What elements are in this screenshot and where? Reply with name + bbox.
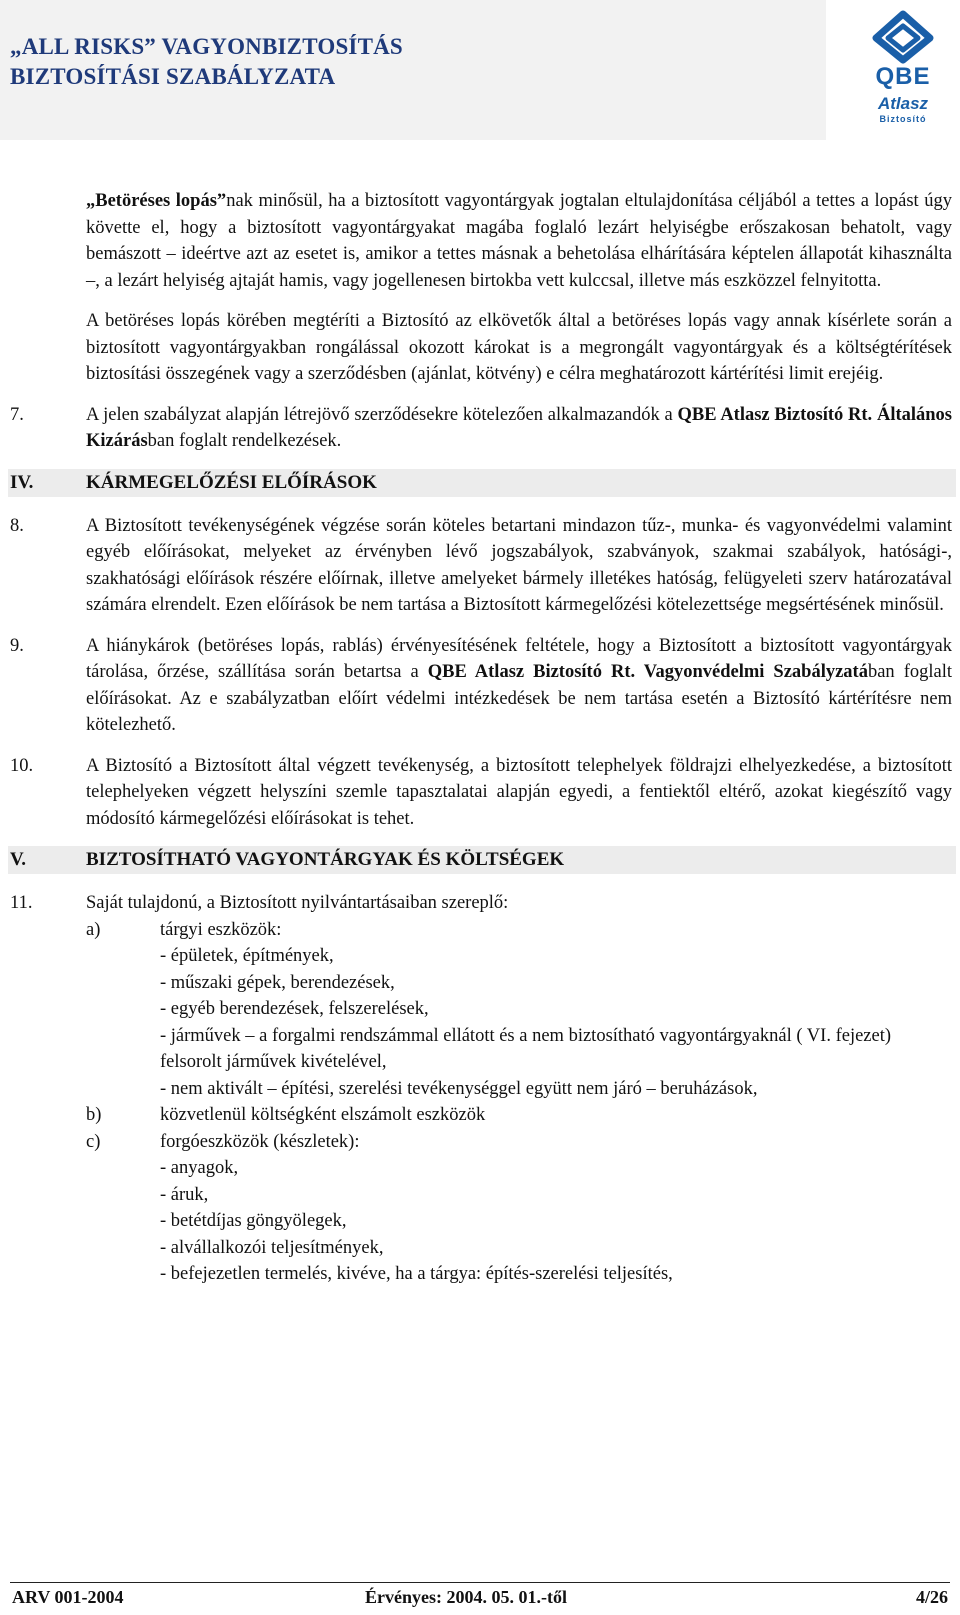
list-item-a xyxy=(0,917,960,944)
sub-list-a xyxy=(0,943,960,1102)
list-item-b xyxy=(0,1102,960,1129)
qbe-emblem-icon xyxy=(866,8,940,64)
sub-list-item: - épületek, építmények, xyxy=(160,946,334,966)
item-7 xyxy=(0,402,952,455)
paragraph-text: nak minősül, ha a biztosított vagyontárgyak jogtalan eltulajdonítása céljából a tettes a lopást úgy követte el, hogy a biztosított vagyontárgyakat magába foglaló lezárt helyiségbe erőszakosan behatolt, vagy bemászott – ideértve azt az esetet is, amikor a tettes másnak a behetolása elhárítására képtelen állapotát kihasználta –, a lezárt helyiség ajtaját hamis, vagy jogellenesen birtokba vett kulccsal, illetve más eszközzel felnyitotta. xyxy=(86,191,953,291)
item-text: ban foglalt előírásokat. Az e szabályzatban előírt védelmi intézkedések be nem tartása esetén a Biztosító kártérítésre nem kötelezhető. xyxy=(86,662,952,735)
item-11 xyxy=(0,890,952,917)
document-title-line2: BIZTOSÍTÁSI SZABÁLYZATA xyxy=(10,64,336,89)
sub-list-item: - befejezetlen termelés, kivéve, ha a tárgya: építés-szerelési teljesítés, xyxy=(160,1264,673,1284)
section-title: BIZTOSÍTHATÓ VAGYONTÁRGYAK ÉS KÖLTSÉGEK xyxy=(86,849,565,870)
section-heading-v xyxy=(8,846,956,874)
page-footer xyxy=(10,1582,950,1611)
section-heading-iv xyxy=(8,469,956,497)
item-text-bold: QBE Atlasz Biztosító Rt. Általános Kizárás xyxy=(86,404,952,451)
logo-qbe-text: QBE xyxy=(875,63,931,90)
item-text: A Biztosító a Biztosított által végzett tevékenység, a biztosított telephelyek földrajzi elhelyezkedése, a biztosított telephelyeken végzett helyszíni szemle tapasztalatai alapján egyedi, a fentiektől eltérő, azokat kiegészítő vagy módosító kármegelőzési előírásokat is tehet. xyxy=(86,755,952,829)
section-number: IV. xyxy=(10,471,34,493)
section-number: V. xyxy=(10,849,27,870)
list-text: forgóeszközök (készletek): xyxy=(160,1131,360,1152)
sub-list-item: - járművek – a forgalmi rendszámmal ellátott és a nem biztosítható vagyontárgyaknál ( VI. fejezet) felsorolt járművek kivételével, xyxy=(160,1025,892,1072)
header-band xyxy=(0,0,826,140)
paragraph-betoreses-lopas xyxy=(86,188,952,294)
item-10 xyxy=(0,753,952,833)
validity-date: Érvényes: 2004. 05. 01.-től xyxy=(365,1587,567,1607)
item-9 xyxy=(0,633,952,739)
document-title-line1: „ALL RISKS” VAGYONBIZTOSÍTÁS xyxy=(10,34,403,59)
list-label: a) xyxy=(86,919,101,940)
sub-list-c xyxy=(0,1155,960,1288)
list-item-c xyxy=(0,1129,960,1156)
list-label: c) xyxy=(86,1131,101,1152)
item-8 xyxy=(0,513,952,619)
item-number: 7. xyxy=(10,404,24,425)
document-title xyxy=(10,32,403,92)
sub-list-item: - egyéb berendezések, felszerelések, xyxy=(160,999,429,1019)
logo-atlasz-text: Atlasz xyxy=(877,94,929,113)
sub-list-item: - nem aktivált – építési, szerelési tevékenységgel együtt nem járó – beruházások, xyxy=(160,1078,758,1099)
item-number: 8. xyxy=(10,515,24,536)
item-text: A hiánykárok (betöréses lopás, rablás) érvényesítésének feltétele, hogy a Biztosított a biztosított vagyontárgyak tárolása, őrzése, szállítása során betartsa a xyxy=(86,635,952,682)
sub-list-item: - anyagok, xyxy=(160,1158,239,1178)
item-text-bold: QBE Atlasz Biztosító Rt. Vagyonvédelmi Szabályzatá xyxy=(427,662,868,682)
page-number: 4/26 xyxy=(915,1587,948,1607)
sub-list-item: - alvállalkozói teljesítmények, xyxy=(160,1237,384,1258)
list-text: tárgyi eszközök: xyxy=(160,919,282,940)
sub-list-item: - műszaki gépek, berendezések, xyxy=(160,972,395,993)
item-number: 11. xyxy=(10,893,33,913)
list-text: közvetlenül költségként elszámolt eszközök xyxy=(160,1105,486,1125)
item-text: Saját tulajdonú, a Biztosított nyilvántartásaiban szereplő: xyxy=(86,893,509,913)
section-title: KÁRMEGELŐZÉSI ELŐÍRÁSOK xyxy=(86,471,377,493)
document-body xyxy=(0,188,960,1288)
sub-list-item: - áruk, xyxy=(160,1184,209,1205)
qbe-atlasz-logo xyxy=(866,8,940,128)
item-text: A jelen szabályzat alapján létrejövő szerződésekre kötelezően alkalmazandók a xyxy=(86,404,678,425)
document-code: ARV 001-2004 xyxy=(12,1587,124,1607)
list-label: b) xyxy=(86,1105,102,1125)
term-betoreses-lopas: „Betöréses lopás” xyxy=(86,191,227,211)
item-text: A Biztosított tevékenységének végzése során köteles betartani mindazon tűz-, munka- és vagyonvédelmi valamint egyéb előírásokat, melyeket az érvényben lévő jogszabályok, szabványok, szakmai szabályok, hatósági-, szakhatósági előírások részére előírnak, illetve amelyeket bármely illetékes hatóság, felügyeleti szerv határozatával számára elrendelt. Ezen előírások be nem tartása a Biztosított kármegelőzési kötelezettsége megsértésének minősül. xyxy=(86,515,952,615)
item-number: 9. xyxy=(10,635,24,656)
item-number: 10. xyxy=(10,755,34,776)
item-text: ban foglalt rendelkezések. xyxy=(147,431,342,451)
logo-biztosito-text: Biztosító xyxy=(879,114,927,124)
paragraph-karterites: A betöréses lopás körében megtéríti a Biztosító az elkövetők által a betöréses lopás vagy annak kísérlete során a biztosított vagyontárgyakban rongálással okozott károkat is a megrongált vagyontárgyak és a költségtérítések biztosítási összegének vagy a szerződésben (ajánlat, kötvény) e célra meghatározott kártérítési limit erejéig. xyxy=(86,311,952,384)
sub-list-item: - betétdíjas göngyölegek, xyxy=(160,1211,347,1231)
